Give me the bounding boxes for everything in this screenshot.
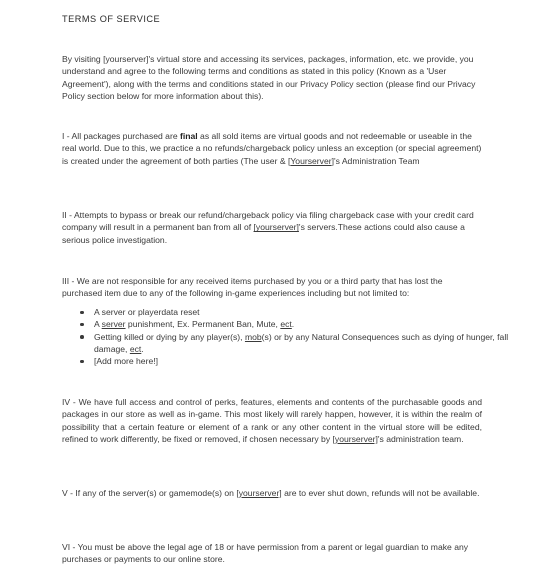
- section-2-text-a: II - Attempts to bypass or break our refund/chargeback policy via filing chargeback case with your credit card company will result in a permanent ban from all of: [62, 210, 474, 233]
- section-3-paragraph: III - We are not responsible for any received items purchased by you or a third party that has lost the purchased item due to any of the following in-game experiences including but not limited to:: [62, 276, 443, 299]
- list-item: [94, 318, 514, 330]
- section-4-text-b: 's administration team.: [377, 433, 464, 444]
- bullet-4-text: [Add more here!]: [94, 356, 159, 367]
- section-4-paragraph: [62, 396, 482, 445]
- section-5-paragraph: [62, 487, 482, 499]
- page-title: TERMS OF SERVICE: [62, 14, 161, 24]
- yourserver-link: [yourserver]: [236, 488, 282, 498]
- bullet-2-text-b: punishment, Ex. Permanent Ban, Mute,: [125, 319, 281, 330]
- server-word: server: [101, 319, 126, 330]
- bullet-2-text-a: A: [94, 319, 102, 330]
- bullet-3-text-b: (s) or by any Natural Consequences such as dying of hunger, fall damage,: [94, 331, 509, 354]
- section-5-text-b: are to ever shut down, refunds will not be available.: [281, 488, 480, 498]
- section-2-paragraph: [62, 209, 482, 246]
- section-5-text-a: V - If any of the server(s) or gamemode(s) on: [62, 488, 237, 498]
- section-1-text-a: I - All packages purchased are: [62, 131, 180, 141]
- section-1-text-b: as all sold items are virtual goods and not redeemable or useable in the real world. Due to this, we practice a no refunds/chargeback policy unless an exception (or special agreement) is created under the agreement of both parties (The user &: [62, 131, 482, 166]
- ect-word: ect: [129, 343, 142, 354]
- bullet-2-text-c: .: [291, 319, 295, 330]
- section-4-text-a: IV - We have full access and control of perks, features, elements and contents of the purchasable goods and packages in our store as well as in-game. This most likely will rarely happen, however, it is within the realm of possibility that a certain feature or element of a rank or any other content in the virtual store will be edited, refined to work differently, be fixed or removed, if chosen necessary by: [62, 397, 482, 444]
- bullet-1-text: A server or playerdata reset: [94, 307, 200, 317]
- yourserver-link: [yourserver]: [253, 222, 299, 233]
- list-item: [94, 306, 514, 318]
- yourserver-link: [yourserver]: [332, 433, 378, 444]
- section-1-text-c: 's Administration Team: [333, 155, 420, 166]
- list-item: [94, 331, 514, 356]
- bullet-3-text-c: .: [141, 343, 144, 354]
- bullet-3-text-a: Getting killed or dying by any player(s),: [94, 331, 245, 342]
- intro-paragraph: By visiting [yourserver]'s virtual store and accessing its services, packages, information, etc. we provide, you understand and agree to the following terms and conditions as stated in this policy (Known as a 'User Agreement'), along with the terms and conditions stated in our Privacy Policy section (please find our Privacy Policy section below for more information about this).: [62, 54, 476, 101]
- ect-word: ect: [280, 319, 292, 330]
- section-6-paragraph: VI - You must be above the legal age of 18 or have permission from a parent or legal guardian to make any purchases or payments to our online store.: [62, 542, 469, 565]
- yourserver-link: [Yourserver]: [287, 155, 334, 166]
- list-item: [94, 355, 514, 367]
- final-emphasis: final: [180, 131, 198, 141]
- mob-word: mob: [244, 331, 262, 342]
- section-2-text-b: 's servers.These actions could also cause a serious police investigation.: [62, 222, 465, 245]
- section-1-paragraph: [62, 130, 482, 167]
- section-3-bullet-list: [62, 306, 514, 367]
